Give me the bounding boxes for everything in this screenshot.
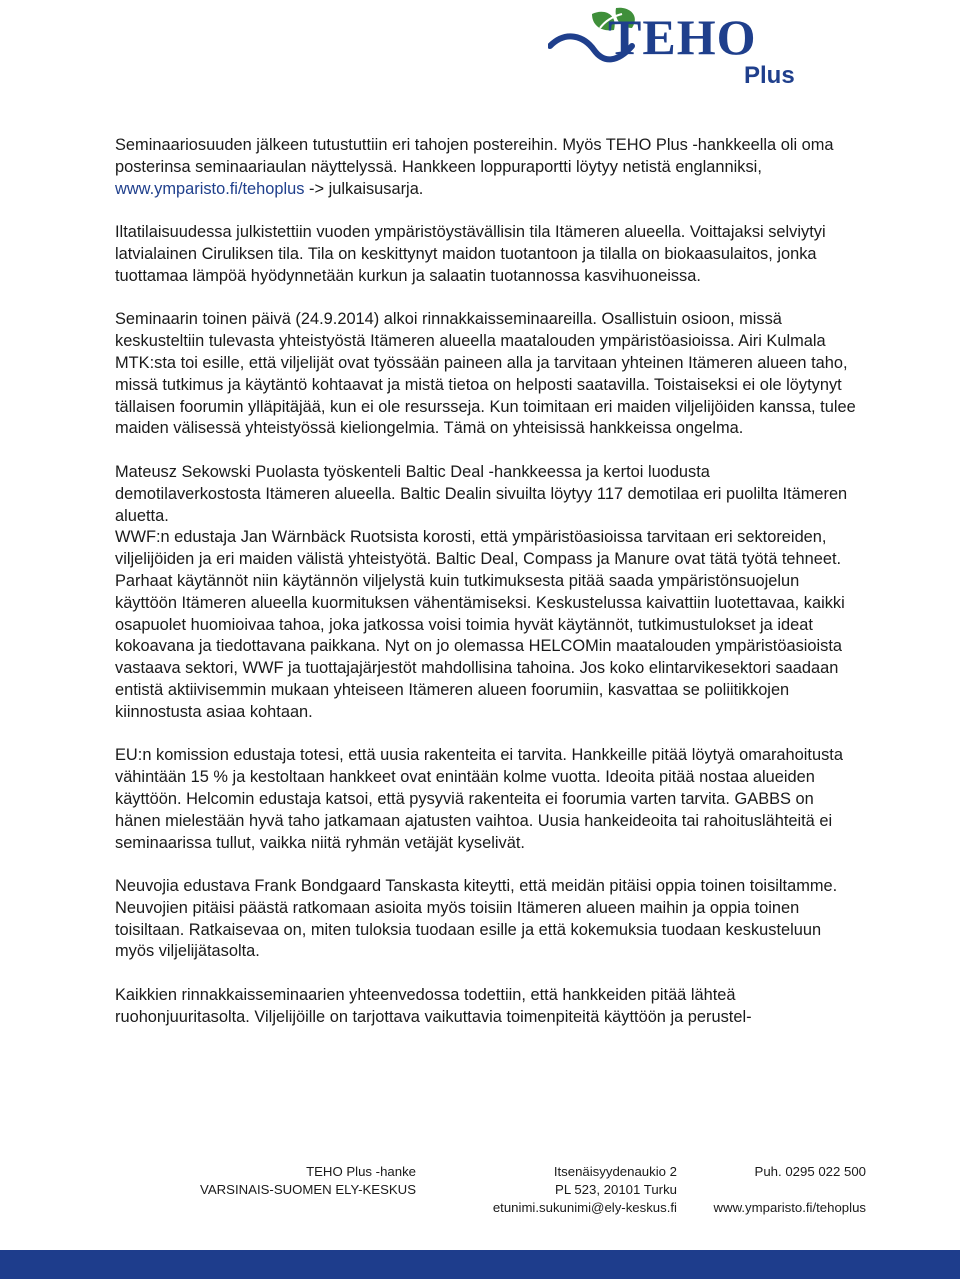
footer-organization: TEHO Plus -hanke VARSINAIS-SUOMEN ELY-KESKUS xyxy=(200,1164,416,1197)
paragraph-wwf: WWF:n edustaja Jan Wärnbäck Ruotsista korosti, että ympäristöasioissa tarvitaan eri sektoreiden, viljelijöiden ja eri maiden välistä yhteistyötä. Baltic Deal, Compass ja Manure ovat tätä työtä tehneet. Parhaat käytännöt niin käytännön viljelystä kuin tutkimuksesta pitää saada ympäristönsuojelun käyttöön Itämeren alueella kuormituksen vähentämiseksi. Keskustelussa kaivattiin luotettavaa, kaikki osapuolet huomioivaa tahoa, joka jatkossa voisi toimia hyvät käytännöt, tutkimustulokset ja ideat kokoavana ja tiedottavana paikkana. Nyt on jo olemassa HELCOMin maatalouden ympäristöasioista vastaava sektori, WWF ja tuottajajärjestöt mahdollisina tahoina. Jos koko elintarvikesektori saadaan entistä aktiivisemmin mukaan yhteiseen Itämeren alueen foorumiin, kasvattaa se poliitikkojen kiinnostusta asiaa kohtaan. xyxy=(115,528,845,721)
document-body xyxy=(115,135,860,1050)
footer-website-link[interactable]: www.ymparisto.fi/tehoplus xyxy=(713,1200,866,1215)
paragraph-posters: Seminaariosuuden jälkeen tutustuttiin eri tahojen postereihin. Myös TEHO Plus -hankkeella oli oma posterinsa seminaariaulan näyttelyssä. Hankkeen loppuraportti löytyy netistä englanniksi, www.ymparisto.fi/tehoplus -> julkaisusarja. xyxy=(115,136,834,198)
teho-plus-logo xyxy=(548,6,818,90)
paragraph-advisors: Neuvojia edustava Frank Bondgaard Tanskasta kiteytti, että meidän pitäisi oppia toinen toisiltamme. Neuvojien pitäisi päästä ratkomaan asioita myös toisiin Itämeren alueen maihin ja oppia toinen toisiltaan. Ratkaisevaa on, miten tuloksia tuodaan esille ja että kokemuksia tuodaan keskusteluun myös viljelijätasolta. xyxy=(115,877,838,961)
footer-bar xyxy=(0,1250,960,1279)
footer-contact xyxy=(714,1163,866,1217)
paragraph-summary: Kaikkien rinnakkaisseminaarien yhteenvedossa todettiin, että hankkeiden pitää lähteä ruohonjuuritasolta. Viljelijöille on tarjottava vaikuttavia toimenpiteitä käyttöön ja perustel- xyxy=(115,986,752,1026)
tehoplus-link[interactable]: www.ymparisto.fi/tehoplus xyxy=(115,179,305,198)
paragraph-evening-event: Iltatilaisuudessa julkistettiin vuoden ympäristöystävällisin tila Itämeren alueella. Voittajaksi selviytyi latvialainen Ciruliksen tila. Tila on keskittynyt maidon tuotantoon ja tilalla on biokaasulaitos, jonka tuottamaa lämpöä hyödynnetään kurkun ja salaatin tuotannossa kasvihuoneissa. xyxy=(115,223,826,285)
logo-subtitle: Plus xyxy=(744,62,795,89)
paragraph-baltic-deal: Mateusz Sekowski Puolasta työskenteli Baltic Deal -hankkeessa ja kertoi luodusta demotilaverkostosta Itämeren alueella. Baltic Dealin sivuilta löytyy 117 demotilaa eri puolilta Itämeren aluetta. xyxy=(115,462,848,525)
logo-wordmark: TEHO xyxy=(608,9,757,65)
footer-address: Itsenäisyydenaukio 2 PL 523, 20101 Turku etunimi.sukunimi@ely-keskus.fi xyxy=(492,1164,677,1215)
paragraph-eu-commission: EU:n komission edustaja totesi, että uusia rakenteita ei tarvita. Hankkeille pitää löytyä omarahoitusta vähintään 15 % ja kestoltaan hankkeet ovat enintään kolme vuotta. Ideoita pitää nostaa alueiden käyttöön. Helcomin edustaja katsoi, että pysyviä rakenteita ei foorumia varten tarvita. GABBS on hänen mielestään hyvä taho jatkamaan ajatusten vaihtoa. Uusia hankeideoita tai rahoituslähteitä ei seminaarissa tullut, vaikka niitä ryhmän vetäjät kyselivät. xyxy=(115,746,843,852)
footer-phone: Puh. 0295 022 500 xyxy=(754,1164,866,1179)
footer-email: etunimi.sukunimi@ely-keskus.fi xyxy=(492,1200,677,1215)
paragraph-second-day: Seminaarin toinen päivä (24.9.2014) alkoi rinnakkaisseminaareilla. Osallistuin osioon, missä keskusteltiin tulevasta yhteistyöstä Itämeren alueella maatalouden ympäristöasioissa. Airi Kulmala MTK:sta toi esille, että viljelijät ovat työssään paineen alla ja tarvitaan yhteinen Itämeren alueen taho, missä tutkimus ja käytäntö kohtaavat ja mistä tietoa on helposti saatavilla. Toistaiseksi ei ole löytynyt tällaisen foorumin ylläpitäjää, kun ei ole resursseja. Kun toimitaan eri maiden viljelijöiden kanssa, tulee maiden välisessä yhteistyössä kieliongelmia. Tämä on yhteisissä hankkeissa ongelma. xyxy=(115,310,856,438)
